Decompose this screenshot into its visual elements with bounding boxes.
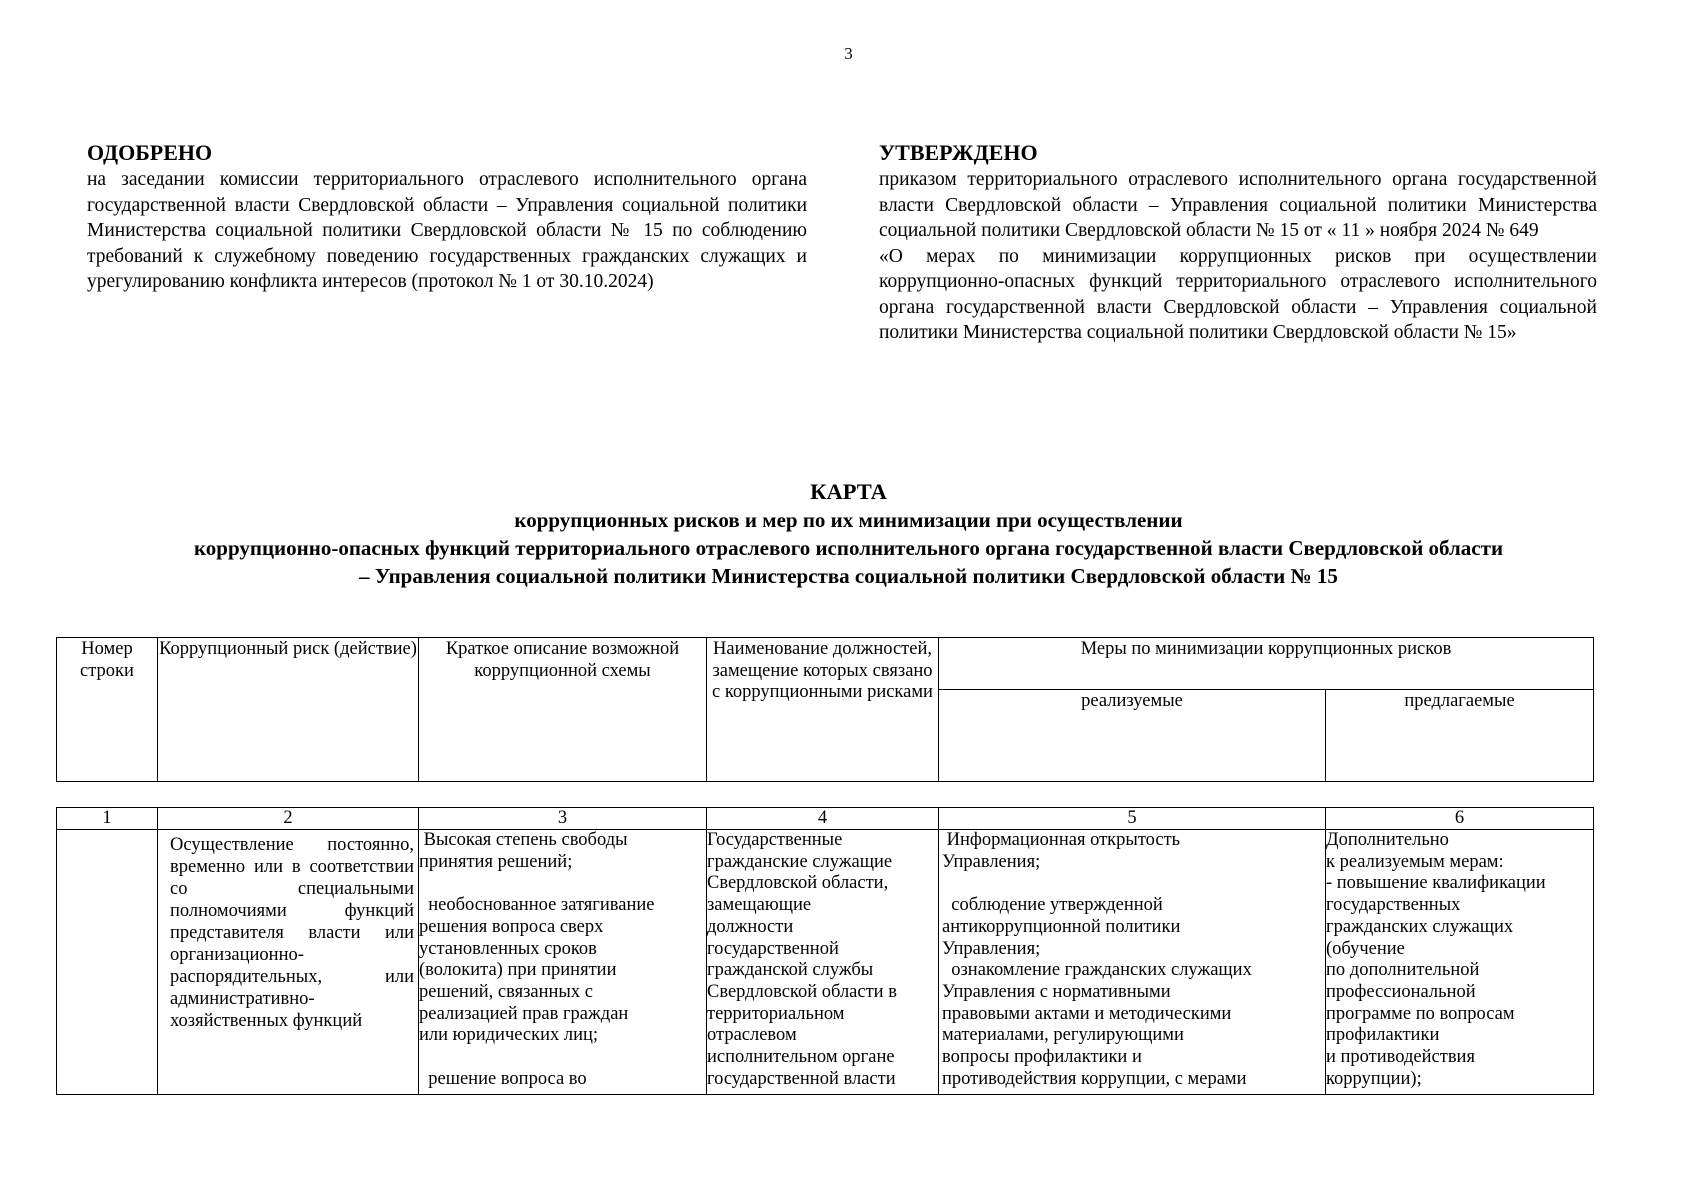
- map-title-line-3: коррупционно-опасных функций территориального отраслевого исполнительного органа государственной власти Свердловской области: [193, 536, 1504, 560]
- cell-line: Управления с нормативными: [942, 981, 1171, 1002]
- header-minimization-measures: Меры по минимизации коррупционных рисков: [939, 638, 1594, 690]
- map-title-line-2: коррупционных рисков и мер по их минимизации при осуществлении: [514, 508, 1183, 532]
- cell-line: необоснованное затягивание: [419, 895, 655, 916]
- cell-line: соблюдение утвержденной: [942, 895, 1163, 916]
- cell-line: государственной власти: [707, 1068, 896, 1089]
- positions-lines: [707, 830, 938, 1090]
- implemented-lines: [939, 830, 1325, 1090]
- cell-line: Свердловской области в: [707, 981, 897, 1002]
- cell-line: установленных сроков: [419, 938, 597, 959]
- cell-line: Информационная открытость: [942, 830, 1181, 850]
- header-corruption-risk: Коррупционный риск (действие): [158, 638, 419, 782]
- header-proposed-measures: предлагаемые: [1326, 690, 1594, 782]
- scheme-cell: [419, 830, 707, 1095]
- column-number: 3: [419, 808, 707, 830]
- column-number: 5: [939, 808, 1326, 830]
- column-number: 6: [1326, 808, 1594, 830]
- map-title-line-1: КАРТА: [810, 479, 887, 504]
- map-title: [60, 478, 1637, 590]
- cell-line: гражданской службы: [707, 960, 874, 981]
- header-implemented-measures: реализуемые: [939, 690, 1326, 782]
- header-row-number: Номер строки: [57, 638, 158, 782]
- cell-line: исполнительном органе: [707, 1047, 895, 1068]
- row-number-cell: [57, 830, 158, 1095]
- approval-block-left: [87, 139, 807, 295]
- column-number: 2: [158, 808, 419, 830]
- cell-line: к реализуемым мерам:: [1326, 851, 1504, 872]
- cell-line: [942, 873, 1325, 895]
- cell-line: [419, 873, 706, 895]
- proposed-lines: [1326, 830, 1593, 1090]
- cell-line: Свердловской области,: [707, 873, 889, 894]
- header-positions: Наименование должностей, замещение которых связано с коррупционными рисками: [707, 638, 939, 782]
- risk-table-body: [56, 807, 1594, 1095]
- cell-line: решения вопроса сверх: [419, 916, 604, 937]
- confirmed-order-line: приказом территориального отраслевого исполнительного органа государственной власти Свердловской области – Управления социальной политики Министерства социальной политики Свердловской области № 15 от « 11 » ноября 2024 № 649: [879, 169, 1597, 241]
- cell-line: должности: [707, 916, 794, 937]
- page-number: 3: [844, 44, 853, 63]
- cell-line: профессиональной: [1326, 981, 1476, 1002]
- cell-line: материалами, регулирующими: [942, 1025, 1184, 1046]
- cell-line: Управления;: [942, 851, 1041, 872]
- cell-line: правовыми актами и методическими: [942, 1003, 1232, 1024]
- cell-line: антикоррупционной политики: [942, 916, 1181, 937]
- scheme-lines: [419, 830, 706, 1090]
- positions-cell: [707, 830, 939, 1095]
- risk-text: Осуществление постоянно, временно или в соответствии со специальными полномочиями функций представителя власти или организационно-распорядительных, или административно-хозяйственных функций: [170, 835, 414, 1031]
- cell-line: Управления;: [942, 938, 1041, 959]
- approval-block-right: [879, 139, 1597, 346]
- cell-line: решений, связанных с: [419, 981, 593, 1002]
- cell-line: Дополнительно: [1326, 830, 1449, 850]
- cell-line: принятия решений;: [419, 851, 573, 872]
- cell-line: территориальном: [707, 1003, 845, 1024]
- cell-line: вопросы профилактики и: [942, 1047, 1142, 1068]
- table-row: [57, 830, 1594, 1095]
- confirmed-heading: УТВЕРЖДЕНО: [879, 140, 1038, 165]
- cell-line: профилактики: [1326, 1025, 1440, 1046]
- cell-line: Государственные: [707, 830, 843, 850]
- cell-line: реализацией прав граждан: [419, 1003, 629, 1024]
- proposed-measures-cell: [1326, 830, 1594, 1095]
- cell-line: Высокая степень свободы: [419, 830, 628, 850]
- cell-line: (волокита) при принятии: [419, 960, 617, 981]
- cell-line: государственной: [707, 938, 839, 959]
- cell-line: отраслевом: [707, 1025, 797, 1046]
- column-number: 1: [57, 808, 158, 830]
- cell-line: противодействия коррупции, с мерами: [942, 1068, 1247, 1089]
- cell-line: и противодействия: [1326, 1047, 1475, 1068]
- header-scheme-description: Краткое описание возможной коррупционной схемы: [419, 638, 707, 782]
- cell-line: замещающие: [707, 895, 812, 916]
- cell-line: коррупции);: [1326, 1068, 1422, 1089]
- cell-line: гражданские служащие: [707, 851, 893, 872]
- cell-line: решение вопроса во: [419, 1068, 587, 1089]
- risk-cell: [158, 830, 419, 1095]
- cell-line: [419, 1047, 706, 1069]
- implemented-measures-cell: [939, 830, 1326, 1095]
- cell-line: государственных: [1326, 895, 1461, 916]
- column-number-row: [57, 808, 1594, 830]
- column-number: 4: [707, 808, 939, 830]
- cell-line: (обучение: [1326, 938, 1405, 959]
- cell-line: ознакомление гражданских служащих: [942, 960, 1252, 981]
- approved-text: на заседании комиссии территориального отраслевого исполнительного органа государственной власти Свердловской области – Управления социальной политики Министерства социальной политики Свердловской области № 15 по соблюдению требований к служебному поведению государственных гражданских служащих и урегулированию конфликта интересов (протокол № 1 от 30.10.2024): [87, 169, 807, 292]
- cell-line: по дополнительной: [1326, 960, 1480, 981]
- cell-line: или юридических лиц;: [419, 1025, 599, 1046]
- cell-line: гражданских служащих: [1326, 916, 1514, 937]
- confirmed-order-subject: «О мерах по минимизации коррупционных рисков при осуществлении коррупционно-опасных функций территориального отраслевого исполнительного органа государственной власти Свердловской области – Управления социальной политики Министерства социальной политики Свердловской области № 15»: [879, 245, 1597, 343]
- cell-line: программе по вопросам: [1326, 1003, 1515, 1024]
- cell-line: - повышение квалификации: [1326, 873, 1546, 894]
- approved-heading: ОДОБРЕНО: [87, 140, 213, 165]
- map-title-line-4: – Управления социальной политики Министерства социальной политики Свердловской области № 15: [359, 564, 1338, 588]
- risk-table-header: [56, 637, 1594, 782]
